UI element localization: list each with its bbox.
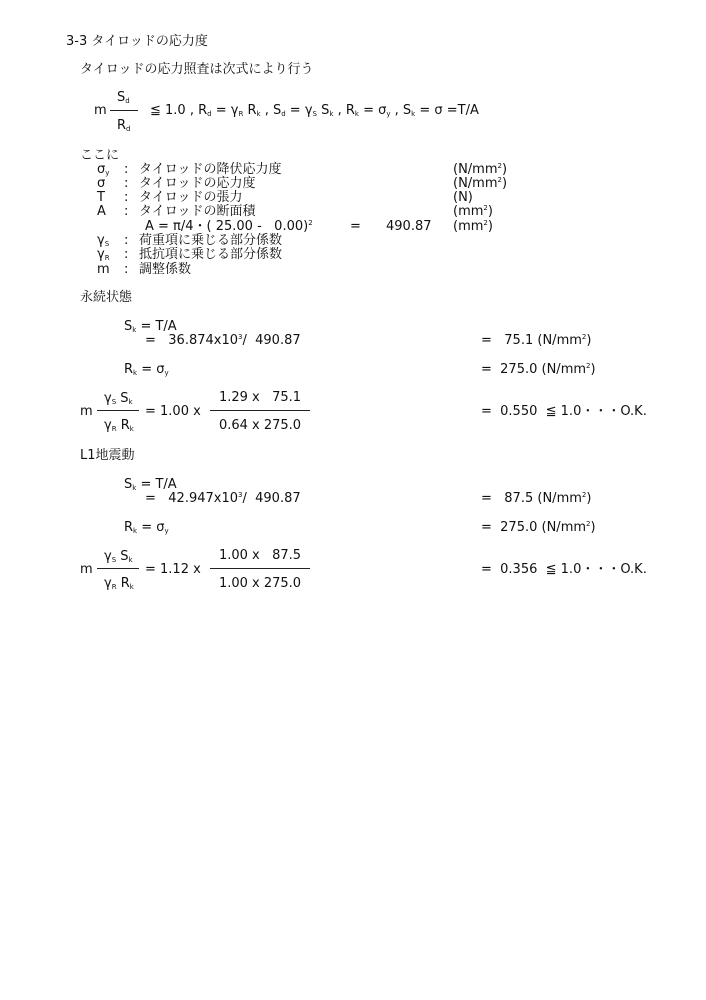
den-r: R: [116, 418, 130, 433]
sk-sub: k: [132, 484, 137, 492]
main-rest-sub: y: [386, 110, 391, 118]
area-formula-expr: A = π/4・( 25.00 - 0.00): [145, 219, 309, 234]
rk-result-unit: [542, 362, 596, 377]
sk-calc: = 36.874x10: [145, 333, 239, 348]
check-values-bar: [210, 568, 310, 569]
area-unit-base: (mm: [453, 219, 484, 234]
main-rest-text: S: [316, 103, 330, 118]
definition-colon: :: [124, 262, 129, 277]
unit-sup: 2: [586, 362, 591, 370]
rk-definition: [124, 520, 169, 535]
main-formula-rest: [150, 103, 479, 118]
sk-calculation: [145, 333, 301, 348]
sk-result: [481, 333, 591, 348]
unit-sup: 2: [581, 333, 587, 341]
definition-symbol-main: γ: [97, 233, 105, 248]
definition-desc: 荷重項に乗じる部分係数: [139, 233, 283, 248]
main-num-sub: d: [125, 97, 130, 105]
definition-symbol-main: σ: [97, 162, 106, 177]
definition-unit: [453, 204, 493, 219]
area-formula-eq: =: [350, 219, 361, 234]
sk-result-value: = 87.5: [481, 491, 534, 506]
definition-symbol-main: m: [97, 262, 110, 277]
kokoni-label: ここに: [80, 148, 120, 163]
check-result: = 0.550 ≦ 1.0・・・O.K.: [481, 404, 647, 419]
main-rest-sub: d: [207, 110, 212, 118]
definition-symbol: [97, 176, 105, 191]
main-rest-text: , R: [333, 103, 355, 118]
den-r-sub: k: [129, 583, 134, 591]
gamma-s: γ: [104, 391, 112, 406]
sk-def: = T/A: [136, 477, 177, 492]
main-rest-text: = σ =T/A: [415, 103, 479, 118]
check-multiplier: = 1.12 x: [145, 562, 201, 577]
definition-desc: 調整係数: [139, 262, 192, 277]
definition-unit-sup: 2: [497, 162, 502, 170]
area-formula-left: [145, 219, 313, 234]
area-formula-value: 490.87: [386, 219, 432, 234]
definition-desc: タイロッドの応力度: [139, 176, 256, 191]
rk-result-value: = 275.0: [481, 520, 538, 535]
sk-calculation: [145, 491, 301, 506]
area-unit-end: ): [487, 219, 493, 234]
main-rest-text: ≦ 1.0 , R: [150, 103, 208, 118]
definition-symbol: [97, 190, 105, 205]
definition-colon: :: [124, 190, 129, 205]
unit-base: (N/mm: [537, 491, 582, 506]
rk-result-value: = 275.0: [481, 362, 538, 377]
num-s-sub: k: [128, 398, 133, 406]
gamma-s-sub: S: [111, 398, 117, 406]
rk-label: R: [124, 362, 134, 377]
definition-symbol: [97, 162, 109, 177]
sk-result-unit: [537, 333, 591, 348]
check-num-values: 1.00 x 87.5: [218, 548, 302, 563]
check-num-symbols: [104, 391, 133, 406]
rk-def-sub: y: [164, 369, 169, 377]
sk-calc-sup: 3: [238, 491, 243, 499]
sk-calc-rest: / 490.87: [242, 333, 301, 348]
num-s: S: [116, 549, 129, 564]
definition-symbol: [97, 204, 106, 219]
unit-end: ): [590, 520, 596, 535]
gamma-s-sub: S: [111, 556, 117, 564]
check-symbols-bar: [97, 568, 139, 569]
sk-result-value: = 75.1: [481, 333, 534, 348]
definition-unit-base: (mm: [453, 204, 484, 219]
case-title: 永続状態: [80, 290, 133, 305]
definition-symbol: [97, 262, 110, 277]
unit-end: ): [586, 333, 592, 348]
rk-def: = σ: [137, 362, 165, 377]
definition-unit-end: ): [501, 162, 508, 177]
definition-unit-sup: 2: [497, 176, 502, 184]
unit-end: ): [590, 362, 596, 377]
rk-sub: k: [133, 369, 138, 377]
main-num: [117, 90, 130, 105]
rk-sub: k: [133, 527, 138, 535]
check-den-symbols: [104, 418, 134, 433]
sk-calc-sup: 3: [238, 333, 243, 341]
main-rest-text: = γ: [285, 103, 313, 118]
den-r-sub: k: [129, 425, 134, 433]
sk-definition: [124, 319, 177, 334]
gamma-r: γ: [104, 576, 112, 591]
check-den-values: 0.64 x 275.0: [218, 418, 302, 433]
unit-base: (N/mm: [537, 333, 582, 348]
main-rest-sub: d: [281, 110, 286, 118]
sk-definition: [124, 477, 177, 492]
main-den: [117, 118, 131, 133]
rk-def-sub: y: [164, 527, 169, 535]
definition-unit-base: (N/mm: [453, 162, 498, 177]
sk-result-unit: [537, 491, 591, 506]
definition-unit: [453, 162, 507, 177]
definition-symbol-main: σ: [97, 176, 106, 191]
definition-desc: タイロッドの張力: [139, 190, 243, 205]
num-s: S: [116, 391, 129, 406]
sk-sub: k: [132, 326, 137, 334]
main-fraction-bar: [110, 110, 138, 111]
definition-desc: タイロッドの断面積: [139, 204, 256, 219]
rk-result: [481, 520, 596, 535]
definition-symbol-sub: S: [104, 240, 110, 248]
check-result: = 0.356 ≦ 1.0・・・O.K.: [481, 562, 647, 577]
gamma-s: γ: [104, 549, 112, 564]
check-den-values: 1.00 x 275.0: [218, 576, 302, 591]
sk-label: S: [124, 319, 133, 334]
main-den-sub: d: [126, 125, 131, 133]
definition-symbol: [97, 233, 109, 248]
definition-colon: :: [124, 176, 129, 191]
sk-def: = T/A: [136, 319, 177, 334]
definition-unit-base: (N): [453, 190, 473, 205]
definition-colon: :: [124, 247, 129, 262]
main-rest-sub: R: [238, 110, 244, 118]
main-rest-sub: k: [329, 110, 334, 118]
check-num-symbols: [104, 549, 133, 564]
definition-unit: [453, 190, 473, 205]
rk-definition: [124, 362, 169, 377]
main-rest-text: = σ: [358, 103, 387, 118]
definition-symbol-sub: y: [105, 169, 110, 177]
definition-symbol-main: A: [97, 204, 106, 219]
definition-unit-end: ): [501, 176, 508, 191]
main-rest-text: = γ: [211, 103, 239, 118]
definition-symbol: [97, 247, 110, 262]
main-num-s: S: [117, 90, 126, 105]
main-rest-sub: k: [411, 110, 416, 118]
definition-desc: タイロッドの降伏応力度: [139, 162, 282, 177]
check-den-symbols: [104, 576, 134, 591]
main-rest-text: , S: [390, 103, 412, 118]
main-den-r: R: [117, 118, 127, 133]
check-num-values: 1.29 x 75.1: [218, 390, 302, 405]
num-s-sub: k: [128, 556, 133, 564]
sk-calc-rest: / 490.87: [242, 491, 301, 506]
check-values-bar: [210, 410, 310, 411]
check-symbols-bar: [97, 410, 139, 411]
sk-label: S: [124, 477, 133, 492]
unit-sup: 2: [586, 520, 591, 528]
gamma-r-sub: R: [111, 583, 117, 591]
area-unit-sup: 2: [483, 219, 488, 227]
rk-def: = σ: [137, 520, 165, 535]
unit-sup: 2: [581, 491, 587, 499]
check-m: m: [80, 562, 93, 577]
definition-symbol-main: T: [97, 190, 105, 205]
unit-end: ): [586, 491, 592, 506]
gamma-r-sub: R: [111, 425, 117, 433]
case-title: L1地震動: [80, 448, 135, 463]
definition-unit: [453, 176, 507, 191]
definition-desc: 抵抗項に乗じる部分係数: [139, 247, 283, 262]
unit-base: (N/mm: [541, 362, 587, 377]
rk-result: [481, 362, 596, 377]
den-r: R: [116, 576, 130, 591]
main-rest-sub: k: [256, 110, 261, 118]
definition-colon: :: [124, 204, 129, 219]
main-rest-sub: S: [312, 110, 317, 118]
sk-result: [481, 491, 591, 506]
main-m: m: [94, 103, 107, 118]
definition-unit-end: ): [487, 204, 493, 219]
definition-colon: :: [124, 162, 129, 177]
area-formula-unit: [453, 219, 493, 234]
check-multiplier: = 1.00 x: [145, 404, 201, 419]
main-rest-text: , S: [260, 103, 282, 118]
sk-calc: = 42.947x10: [145, 491, 239, 506]
check-m: m: [80, 404, 93, 419]
unit-base: (N/mm: [541, 520, 587, 535]
gamma-r: γ: [104, 418, 112, 433]
definition-unit-sup: 2: [483, 204, 488, 212]
main-rest-text: R: [243, 103, 257, 118]
definition-symbol-main: γ: [97, 247, 105, 262]
definition-unit-base: (N/mm: [453, 176, 498, 191]
definition-symbol-sub: R: [104, 254, 110, 262]
area-formula-sup: 2: [308, 219, 313, 227]
rk-label: R: [124, 520, 134, 535]
intro-text: タイロッドの応力照査は次式により行う: [80, 62, 314, 77]
rk-result-unit: [542, 520, 596, 535]
section-heading: 3-3 タイロッドの応力度: [66, 34, 208, 49]
main-rest-sub: k: [354, 110, 359, 118]
definition-colon: :: [124, 233, 129, 248]
